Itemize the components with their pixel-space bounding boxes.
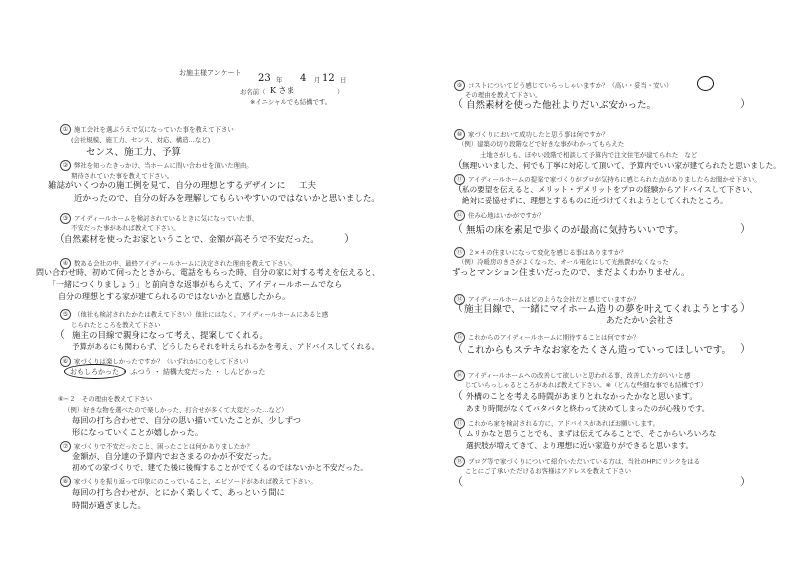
question-2 xyxy=(60,160,253,171)
q15-answer-close: ） xyxy=(740,342,751,355)
date-day-unit: 日 xyxy=(340,76,347,84)
question-11 xyxy=(454,174,761,185)
question-6-2 xyxy=(58,395,152,403)
q13-answer: ずっとマンション住まいだったので、まだよくわかりません。 xyxy=(452,268,690,278)
question-number: ⑱ xyxy=(454,456,465,467)
question-number: ⑰ xyxy=(454,418,465,429)
survey-title: お施主様アンケート xyxy=(179,69,242,77)
selected-circle xyxy=(64,364,126,379)
q14-answer-line2: あたたかい会社さ xyxy=(606,316,675,326)
question-17 xyxy=(454,418,659,429)
q6-2-answer-line1: 毎回の打ち合わせで、自分の思い描いていたことが、少しずつ xyxy=(72,415,302,425)
question-number: ⑦ xyxy=(60,441,71,452)
q3-answer: 自然素材を使ったお家ということで、金額が高そうで不安だった。 xyxy=(64,235,319,245)
question-9: ⑨ コストについてどう感じていらっしゃいますか？（高い・妥当・安い） xyxy=(454,80,672,91)
q3-text2: 不安だった事があれば教えて下さい。 xyxy=(71,224,180,232)
question-text: アイディールホームはどのような会社だと感じていますか？ xyxy=(468,295,640,304)
question-10 xyxy=(454,129,609,140)
q6-options: おもしろかった ・ ふつう ・ 結構大変だった ・ しんどかった xyxy=(70,368,266,376)
option-expensive[interactable]: 高い xyxy=(614,81,628,90)
q1-options: (会社規模、施工力、センス、対応、構造…など) xyxy=(71,136,211,144)
q9-answer: 自然素材を使った他社よりだいぶ安かった。 xyxy=(466,100,657,111)
q17-answer-line1: ムリかなと思うことでも、まずは伝えてみることで、そこからいろいろな xyxy=(466,429,717,438)
question-8 xyxy=(60,476,317,487)
question-number: ⑬ xyxy=(454,247,465,258)
question-text: これからのアイディールホームに期待することは何ですか？ xyxy=(468,333,640,342)
q14-answer-open: （ xyxy=(452,301,463,314)
q10-answer-open: （ xyxy=(452,158,463,171)
option-cheap[interactable]: 安い xyxy=(653,81,666,90)
q16-answer-open: （ xyxy=(452,389,463,402)
q14-answer-close: ） xyxy=(740,301,751,314)
question-text: コストについてどう感じていらっしゃいますか？（ xyxy=(468,81,615,90)
date-day: 12 xyxy=(322,73,335,84)
q8-answer-line1: 毎回の打ち合わせが、とにかく楽しくて、あっという間に xyxy=(72,487,285,497)
q2-answer-line1: 雑誌がいくつかの施工例を見て、自分の理想とするデザインに xyxy=(48,181,286,191)
selected-circle-cheap xyxy=(697,76,714,91)
question-3 xyxy=(60,213,258,224)
question-text: 弊社を知ったきっかけ、当ホームに問い合わせを頂いた理由。 xyxy=(74,161,253,170)
q12-answer-close: ） xyxy=(740,222,751,235)
question-text: アイディールホームを検討されているときに気になっていた事、 xyxy=(74,214,259,223)
question-number: ⑮ xyxy=(454,332,465,343)
question-number: ③ xyxy=(60,213,71,224)
date-month-unit: 月 xyxy=(314,76,321,84)
q9-sub: その理由を教えて下さい。 xyxy=(465,91,542,99)
date-year-unit: 年 xyxy=(276,76,283,84)
question-number: ⑧ xyxy=(60,476,71,487)
question-text: （他社も検討されたかたは教えて下さい）他社にはなく、アイディールホームにあると感 xyxy=(74,310,329,319)
date-month: 4 xyxy=(300,73,307,84)
question-text: 家づくりにおいて成功したと思う事は何ですか？ xyxy=(468,130,609,139)
bracket-close: ） xyxy=(665,81,673,90)
name-value: K さま xyxy=(270,86,295,95)
question-number: ⑨ xyxy=(454,80,465,91)
option-reasonable[interactable]: 妥当 xyxy=(634,81,647,90)
q2-answer-stroke: 工夫 xyxy=(299,181,317,191)
q2-answer-line2: 近かったので、自分の好みを理解してもらいやすいのではないかと思いました。 xyxy=(74,194,380,204)
q11-answer-line2: 絶対に妥協せずに、理想とするものに近づけてくれようとしてくれたところ。 xyxy=(462,196,728,205)
question-13 xyxy=(454,247,627,258)
question-number: ⑯ xyxy=(454,370,465,381)
q17-answer-open: （ xyxy=(452,426,463,439)
q18-text2: ことにご了承いただけるお客様はアドレスを教えて下さい xyxy=(465,467,631,475)
question-15 xyxy=(454,332,639,343)
question-text: アイディールホームへの改善して欲しいと思われる事、改善した方がいいと感 xyxy=(468,371,691,380)
question-text: ブログ等で家づくりについて紹介いただいている方は、当社のHPにリンクをはる xyxy=(468,457,701,466)
question-text: 家づくりは楽しかったですか？（いずれかに○をして下さい） xyxy=(74,357,253,366)
q7-answer-line1: 金額が、自分達の予算内でおさまるのかが不安だった。 xyxy=(72,451,277,461)
question-18 xyxy=(454,456,700,467)
name-label: お名前（ xyxy=(240,88,266,96)
q11-answer-line1: 私の要望を伝えると、メリット・デメリットをプロの経験からアドバイスして下さい、 xyxy=(462,185,758,194)
q5-answer-line1: 施主の目線で親身になって考え、提案してくれる。 xyxy=(72,331,269,341)
q6-2-answer-line2: 形になっていくことが嬉しかった。 xyxy=(72,427,204,437)
q12-answer-open: （ xyxy=(452,222,463,235)
q10-answer: 無理いいました、何でも丁寧に対応して頂いて、予算内でいい家が建てられたと思いました。 xyxy=(462,161,781,170)
q15-answer-open: （ xyxy=(452,342,463,355)
q7-answer-line2: 初めての家づくりで、建てた後に後悔することがでてくるのではないかと不安だった。 xyxy=(72,463,368,472)
question-number: ⑥ xyxy=(60,356,71,367)
q18-answer-close: ） xyxy=(740,475,751,488)
q11-answer-open: （ xyxy=(452,182,463,195)
q10-example2: 土地さがしも、ぼやい段階で相談して予算内で注文住宅が建てられた など xyxy=(480,151,698,159)
q16-text2: じていらっしゃるところがあれば教えて下さい。※（どんな些細な事でも結構です） xyxy=(465,381,707,389)
q5-text2: じられたところを教えて下さい xyxy=(71,321,161,329)
q9-answer-open: （ xyxy=(452,97,463,110)
question-12 xyxy=(454,210,545,221)
question-number: ① xyxy=(60,124,71,135)
option-normal[interactable]: ふつう xyxy=(130,368,152,376)
question-number: ⑭ xyxy=(454,294,465,305)
question-text: その理由を教えて下さい xyxy=(81,395,153,403)
q1-answer: センス、施工力、予算 xyxy=(86,147,182,158)
option-fun[interactable]: おもしろかった xyxy=(70,368,119,376)
question-number: ⑥−２ xyxy=(58,395,76,403)
q16-answer-line2: あまり時間がなくてバタバタと終わって決めてしまったのが心残りです。 xyxy=(466,404,710,413)
question-text: これから家を検討される方に、アドバイスがあればお願いします。 xyxy=(468,419,660,428)
q5-answer-open: （ xyxy=(54,328,65,341)
question-1 xyxy=(60,124,234,135)
question-text: 家づくりを振り返って印象にのこっていること、エピソードがあれば教えて下さい。 xyxy=(74,477,317,486)
q16-answer-line1: 外構のことを考える時間があまりとれなかったかなと思います。 xyxy=(466,392,698,401)
question-16 xyxy=(454,370,690,381)
question-text: 施工会社を選ぶうえで気になっていた事を教えて下さい xyxy=(74,125,234,134)
question-text: 住み心地はいかがですか？ xyxy=(468,211,545,220)
question-5 xyxy=(60,309,328,320)
q4-answer-line3: 自分の理想とする家が建てられるのではないかと直感したから。 xyxy=(58,292,290,301)
q18-answer-open: （ xyxy=(452,475,463,488)
option-exhausting[interactable]: しんどかった xyxy=(223,368,266,376)
question-number: ② xyxy=(60,160,71,171)
q9-answer-close: ） xyxy=(740,97,751,110)
name-close: ） xyxy=(337,88,344,96)
question-number: ⑪ xyxy=(454,174,465,185)
q6-2-example: （例）好きな物を選べたので楽しかった、打合せが多くて大変だった…など） xyxy=(64,406,288,414)
q14-answer-line1: 施主目線で、一緒にマイホーム造りの夢を叶えてくれようとする xyxy=(464,304,740,315)
q13-example: （例）冷暖房のきさがよくなった、オール電化にして光熱費がなくなった xyxy=(458,258,669,266)
q4-answer-line2: 「一緒につくりましょう」と前向きな返事がもらえて、アイディールホームでなら xyxy=(48,280,343,289)
question-text: アイディールホームの提案で家づくりがプロが気持ちに感じられた点がありましたらお聞かせ下さい。 xyxy=(468,175,761,184)
question-number: ④ xyxy=(60,258,71,269)
q12-answer: 無垢の床を素足で歩くのが最高に気持ちいいです。 xyxy=(466,225,684,236)
option-quite-hard[interactable]: 結構大変だった xyxy=(162,368,212,376)
q5-answer-line2: 予算があるにも関わらず、どうしたらそれを叶えられるかを考え、アドバイスしてくれる。 xyxy=(72,342,380,351)
q8-answer-line2: 時間が過ぎました。 xyxy=(72,500,146,510)
question-number: ⑫ xyxy=(454,210,465,221)
q2-text2: 期待されていた事を教えて下さい。 xyxy=(71,172,174,180)
q4-answer-line1: 問い合わせ時、初めて伺ったときから、電話をもらった時、自分の家に対する考えを伝えると、 xyxy=(36,268,380,277)
question-text: 数ある会社の中、最終アイディールホームに決定された理由を教えて下さい。 xyxy=(74,259,297,268)
q10-example: （例）建築の切り段階などで好きな事がわかってもらえた xyxy=(458,140,625,148)
question-text: ２×４の住まいになって変化を感じる事はありますか？ xyxy=(468,248,627,257)
q15-answer: これからもステキなお家をたくさん造っていってほしいです。 xyxy=(466,345,732,356)
initials-note: ※イニシャルでも結構です。 xyxy=(250,98,332,106)
q3-answer-close: ） xyxy=(344,232,355,245)
question-text: 家づくりで不安だったこと、困ったことは何かありましたか？ xyxy=(74,442,253,451)
question-number: ⑤ xyxy=(60,309,71,320)
date-year: 23 xyxy=(258,73,271,84)
q3-answer-open: （ xyxy=(54,232,65,245)
question-number: ⑩ xyxy=(454,129,465,140)
q17-answer-line2: 選択肢が増えてきて、より理想に近い家造りができると思います。 xyxy=(466,441,694,450)
